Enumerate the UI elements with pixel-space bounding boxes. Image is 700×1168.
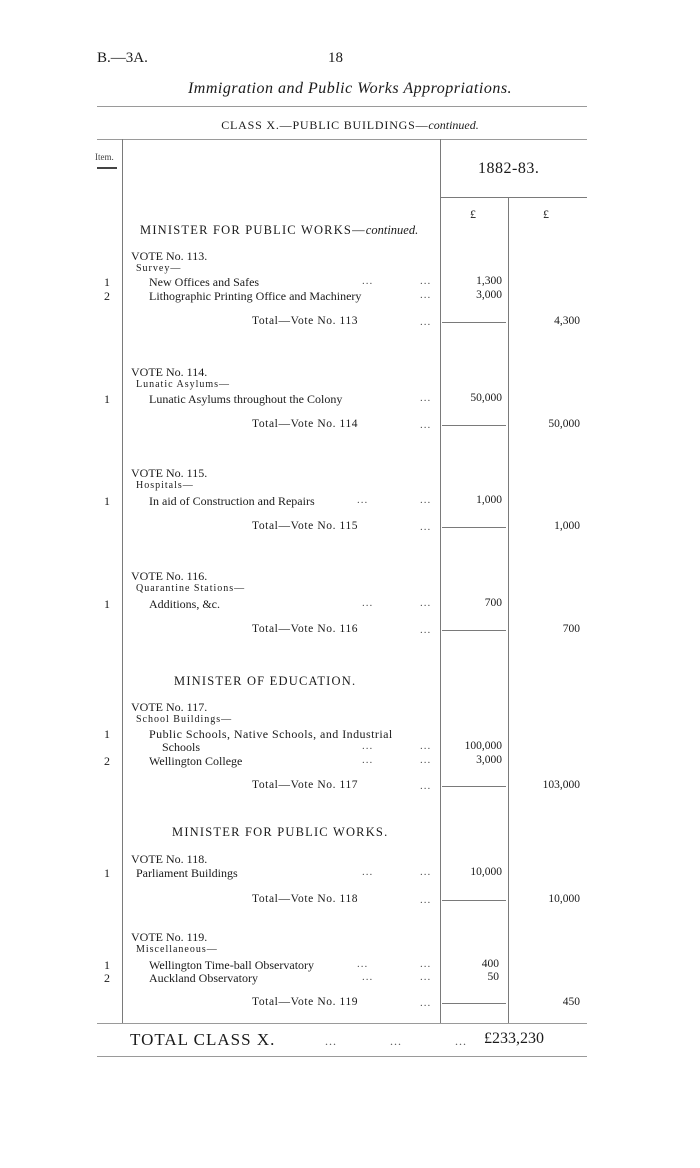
- vote-label: VOTE No. 113.: [131, 249, 208, 263]
- item-column-header: Item.: [95, 152, 114, 162]
- page-title: Immigration and Public Works Appropriations.: [187, 80, 513, 97]
- leader-dots: ...: [362, 866, 374, 878]
- item-amount: 3,000: [476, 754, 502, 766]
- item-number: 1: [104, 275, 110, 289]
- item-number: 1: [104, 494, 110, 508]
- grand-total-rule: [97, 1056, 587, 1057]
- vote-subheading: Miscellaneous—: [136, 944, 218, 955]
- sum-rule: [442, 900, 506, 901]
- item-amount: 400: [481, 958, 499, 970]
- table-bottom-rule: [97, 1023, 587, 1024]
- item-number: 1: [104, 597, 110, 611]
- item-description: Auckland Observatory: [149, 971, 258, 985]
- leader-dots: ...: [362, 275, 374, 287]
- vote-total-amount: 450: [562, 996, 580, 1008]
- leader-dots: ...: [362, 971, 374, 983]
- sum-rule: [442, 630, 506, 631]
- item-amount: 10,000: [470, 866, 502, 878]
- item-amount: 50: [487, 971, 499, 983]
- sum-rule: [442, 322, 506, 323]
- vote-total-label: Total—Vote No. 115: [252, 520, 359, 532]
- item-amount: 700: [484, 597, 502, 609]
- vote-label: VOTE No. 119.: [131, 930, 208, 944]
- item-description: Parliament Buildings: [136, 866, 238, 880]
- leader-dots: ...: [420, 392, 432, 404]
- leader-dots: ...: [420, 780, 432, 792]
- vote-total-amount: 1,000: [554, 520, 580, 532]
- leader-dots: ...: [455, 1034, 467, 1048]
- vote-total-label: Total—Vote No. 113: [252, 315, 359, 327]
- leader-dots: ...: [420, 740, 432, 752]
- item-number: 2: [104, 289, 110, 303]
- vote-total-label: Total—Vote No. 118: [252, 893, 359, 905]
- sum-rule: [442, 1003, 506, 1004]
- leader-dots: ...: [420, 275, 432, 287]
- item-column-divider: [122, 139, 123, 1023]
- section-heading: MINISTER OF EDUCATION.: [174, 674, 357, 688]
- leader-dots: ...: [420, 521, 432, 533]
- item-description-continued: Schools: [162, 740, 201, 754]
- grand-total-label: TOTAL CLASS X.: [130, 1030, 276, 1049]
- item-description: New Offices and Safes: [149, 275, 260, 289]
- leader-dots: ...: [357, 494, 369, 506]
- leader-dots: ...: [420, 866, 432, 878]
- item-number: 2: [104, 971, 110, 985]
- item-amount: 100,000: [464, 740, 502, 752]
- item-description: Lunatic Asylums throughout the Colony: [149, 392, 343, 406]
- item-number: 1: [104, 866, 110, 880]
- item-number: 1: [104, 392, 110, 406]
- leader-dots: ...: [390, 1034, 402, 1048]
- leader-dots: ...: [357, 958, 369, 970]
- sum-rule: [442, 425, 506, 426]
- vote-label: VOTE No. 116.: [131, 569, 208, 583]
- vote-subheading: Quarantine Stations—: [136, 583, 246, 594]
- vote-total-label: Total—Vote No. 117: [252, 779, 359, 791]
- leader-dots: ...: [420, 316, 432, 328]
- leader-dots: ...: [325, 1034, 337, 1048]
- vote-total-amount: 50,000: [548, 418, 580, 430]
- table-top-rule: [97, 139, 587, 140]
- year-header-rule: [440, 197, 587, 198]
- leader-dots: ...: [420, 971, 432, 983]
- leader-dots: ...: [420, 289, 432, 301]
- item-description: In aid of Construction and Repairs: [149, 494, 315, 508]
- document-reference: B.—3A.: [97, 50, 148, 66]
- item-description: Public Schools, Native Schools, and Industrial: [149, 727, 393, 741]
- item-number: 1: [104, 727, 110, 741]
- year-header: 1882-83.: [478, 160, 540, 177]
- vote-label: VOTE No. 118.: [131, 852, 208, 866]
- class-heading: CLASS X.—PUBLIC BUILDINGS—continued.: [221, 118, 479, 132]
- vote-total-amount: 700: [562, 623, 580, 635]
- amount-column-divider: [440, 139, 441, 1023]
- leader-dots: ...: [420, 624, 432, 636]
- vote-total-amount: 10,000: [548, 893, 580, 905]
- vote-subheading: Lunatic Asylums—: [136, 379, 231, 390]
- leader-dots: ...: [420, 997, 432, 1009]
- vote-subheading: Hospitals—: [136, 480, 194, 491]
- vote-label: VOTE No. 114.: [131, 365, 208, 379]
- item-number: 1: [104, 958, 110, 972]
- item-amount: 50,000: [470, 392, 502, 404]
- title-rule: [97, 106, 587, 107]
- pound-unit-items: £: [470, 207, 476, 221]
- item-description: Wellington College: [149, 754, 243, 768]
- item-description: Wellington Time-ball Observatory: [149, 958, 315, 972]
- leader-dots: ...: [420, 754, 432, 766]
- leader-dots: ...: [362, 754, 374, 766]
- sum-rule: [442, 527, 506, 528]
- vote-total-amount: 4,300: [554, 315, 580, 327]
- item-amount: 1,000: [476, 494, 502, 506]
- leader-dots: ...: [362, 597, 374, 609]
- vote-total-label: Total—Vote No. 119: [252, 996, 359, 1008]
- leader-dots: ...: [420, 894, 432, 906]
- vote-total-label: Total—Vote No. 116: [252, 623, 359, 635]
- leader-dots: ...: [420, 597, 432, 609]
- item-header-dash: [97, 167, 117, 169]
- page-number: 18: [328, 50, 343, 66]
- grand-total-amount: £233,230: [484, 1030, 544, 1047]
- item-number: 2: [104, 754, 110, 768]
- section-heading: MINISTER FOR PUBLIC WORKS—continued.: [140, 223, 419, 237]
- item-amount: 3,000: [476, 289, 502, 301]
- item-description: Lithographic Printing Office and Machinery: [149, 289, 362, 303]
- vote-label: VOTE No. 115.: [131, 466, 208, 480]
- pound-unit-totals: £: [543, 207, 549, 221]
- leader-dots: ...: [420, 419, 432, 431]
- item-amount: 1,300: [476, 275, 502, 287]
- vote-subheading: School Buildings—: [136, 714, 233, 725]
- vote-subheading: Survey—: [136, 263, 182, 274]
- leader-dots: ...: [362, 740, 374, 752]
- leader-dots: ...: [420, 494, 432, 506]
- sum-rule: [442, 786, 506, 787]
- vote-total-amount: 103,000: [542, 779, 580, 791]
- section-heading: MINISTER FOR PUBLIC WORKS.: [172, 825, 389, 839]
- leader-dots: ...: [420, 958, 432, 970]
- item-description: Additions, &c.: [149, 597, 220, 611]
- vote-label: VOTE No. 117.: [131, 700, 208, 714]
- vote-total-label: Total—Vote No. 114: [252, 418, 359, 430]
